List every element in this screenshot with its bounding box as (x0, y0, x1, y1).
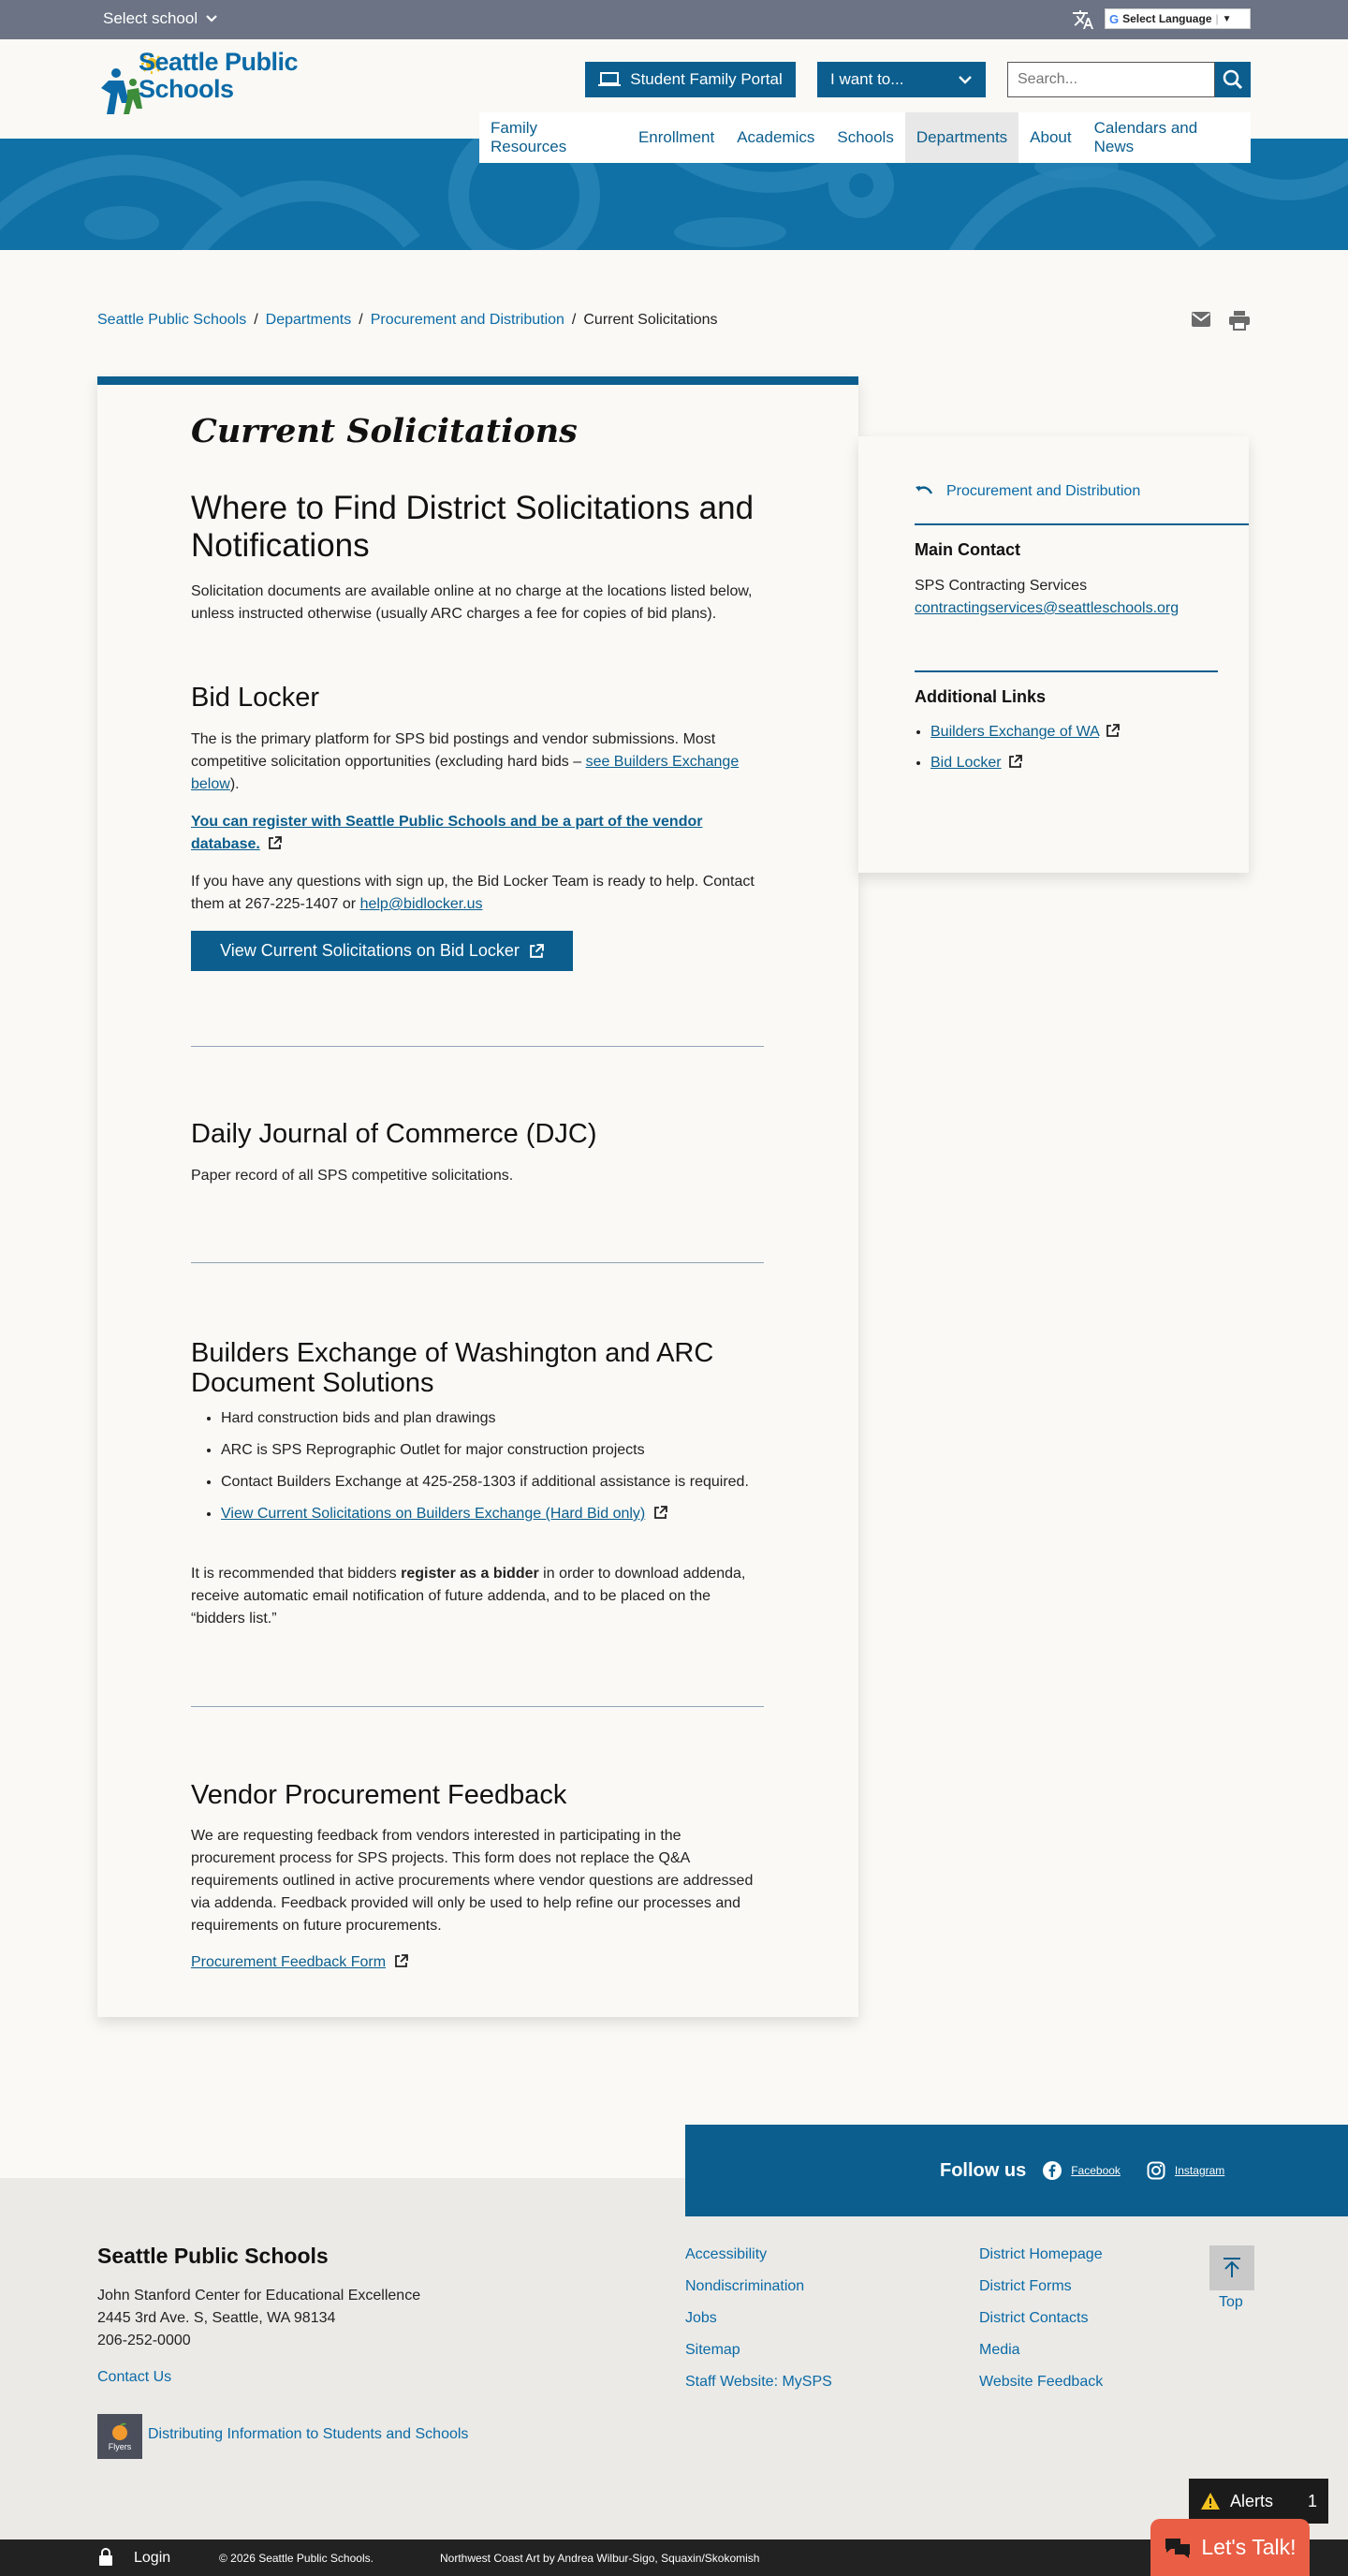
footer-org-name: Seattle Public Schools (97, 2244, 329, 2268)
builders-exchange-wa-link[interactable]: Builders Exchange of WA (930, 724, 1099, 740)
contact-name: SPS Contracting Services (915, 578, 1088, 594)
facebook-icon[interactable] (1043, 2161, 1062, 2180)
nav-item-about[interactable]: About (1030, 128, 1072, 146)
external-link-icon (1106, 724, 1120, 738)
builders-exchange-solicitations-link[interactable]: View Current Solicitations on Builders Exchange (Hard Bid only) (221, 1506, 646, 1522)
list-item: • Hard construction bids and plan drawings (221, 1407, 764, 1430)
instagram-link[interactable]: Instagram (1174, 2164, 1225, 2177)
see-builders-exchange-link[interactable]: see Builders Exchange below (191, 754, 740, 792)
i-want-to-dropdown[interactable] (817, 62, 986, 97)
chevron-down-icon (958, 75, 973, 84)
warning-icon (1200, 2492, 1221, 2510)
footer-link-sitemap[interactable]: Sitemap (685, 2342, 740, 2358)
breadcrumb-current: Current Solicitations (583, 312, 718, 328)
sidebar-divider (915, 670, 1218, 672)
art-credit-text: Northwest Coast Art by Andrea Wilbur-Sigo, Squaxin/Skokomish (440, 2552, 760, 2565)
translate-icon (1072, 8, 1094, 31)
follow-us-bar (685, 2125, 1348, 2216)
back-link-label: Procurement and Distribution (946, 483, 1141, 499)
where-heading: Where to Find District Solicitations and Notifications (191, 490, 755, 564)
logo-line-2: Schools (139, 75, 234, 103)
builders-list (191, 1407, 764, 1535)
alerts-label: Alerts (1230, 2491, 1274, 2510)
recommend-paragraph (191, 1563, 764, 1630)
register-vendor-link[interactable]: You can register with Seattle Public Schools and be a part of the vendor database. (191, 814, 703, 852)
breadcrumb-home[interactable]: Seattle Public Schools (97, 312, 247, 328)
help-email-link[interactable]: help@bidlocker.us (359, 896, 483, 912)
peachjar-caption: Flyers (108, 2442, 132, 2451)
back-to-top-button[interactable] (1209, 2245, 1254, 2290)
laptop-icon (598, 71, 621, 88)
facebook-link[interactable]: Facebook (1071, 2164, 1121, 2177)
language-arrow: ▼ (1222, 13, 1232, 24)
external-link-icon (653, 1506, 667, 1520)
list-item (930, 752, 1120, 774)
footer-link-nondiscrimination[interactable]: Nondiscrimination (685, 2278, 805, 2294)
sidebar (858, 436, 1249, 873)
student-family-portal-button[interactable] (585, 62, 796, 97)
contact-email-link[interactable]: contractingservices@seattleschools.org (915, 600, 1180, 616)
view-bid-locker-button[interactable] (191, 931, 573, 971)
bottom-bar (0, 2539, 1348, 2576)
bid-locker-button-label: View Current Solicitations on Bid Locker (220, 941, 520, 960)
section-divider (191, 1706, 764, 1707)
alerts-count: 1 (1307, 2491, 1317, 2510)
help-text: If you have any questions with sign up, the Bid Locker Team is ready to help. Contact them at 267-225-1407 or (191, 874, 755, 912)
page-title: Current Solicitations (191, 412, 578, 450)
nav-item-academics[interactable]: Academics (737, 128, 815, 146)
breadcrumb-separator: / (359, 312, 363, 328)
nav-item-enrollment[interactable]: Enrollment (637, 128, 715, 146)
google-icon: G (1109, 11, 1120, 26)
footer-link-district-forms[interactable]: District Forms (979, 2278, 1072, 2294)
bid-locker-heading: Bid Locker (191, 683, 320, 713)
breadcrumb-separator: / (254, 312, 258, 328)
bid-locker-link[interactable]: Bid Locker (930, 755, 1002, 771)
builders-heading: Builders Exchange of Washington and ARC Document Solutions (191, 1338, 714, 1398)
main-contact-heading: Main Contact (915, 540, 1021, 559)
mail-icon[interactable] (1191, 311, 1211, 328)
vendor-feedback-heading: Vendor Procurement Feedback (191, 1780, 567, 1810)
main-nav (479, 112, 1251, 163)
footer-link-district-homepage[interactable]: District Homepage (979, 2246, 1103, 2262)
login-link[interactable]: Login (134, 2550, 171, 2566)
external-link-icon (1008, 755, 1022, 769)
language-select-label: Select Language (1122, 12, 1212, 25)
footer-top-strip (0, 2178, 685, 2216)
recommend-bold: register as a bidder (401, 1566, 539, 1582)
bid-text-b: ). (229, 776, 240, 792)
select-school-label: Select school (103, 9, 198, 27)
lock-icon (98, 2548, 113, 2567)
back-to-top-label[interactable]: Top (1219, 2294, 1243, 2310)
nav-item-schools[interactable]: Schools (837, 128, 894, 146)
breadcrumb (97, 312, 718, 329)
procurement-feedback-form-link[interactable]: Procurement Feedback Form (191, 1954, 387, 1970)
recommend-text-a: It is recommended that bidders (191, 1566, 402, 1582)
breadcrumb-separator: / (571, 312, 577, 328)
print-icon[interactable] (1228, 310, 1251, 331)
list-item (221, 1503, 764, 1525)
phone-number: 206-252-0000 (97, 2333, 191, 2348)
logo-text[interactable] (139, 49, 298, 103)
nav-item-calendars-news[interactable]: Calendars and News (1093, 119, 1198, 155)
main-contact-block (915, 575, 1179, 620)
external-link-icon (268, 836, 282, 850)
follow-us-label: Follow us (940, 2159, 1027, 2181)
i-want-to-label: I want to... (830, 70, 904, 88)
list-item (930, 721, 1120, 743)
chevron-down-icon (205, 14, 218, 23)
lets-talk-label: Let's Talk! (1201, 2535, 1297, 2559)
footer-link-website-feedback[interactable]: Website Feedback (979, 2374, 1104, 2390)
footer-link-jobs[interactable]: Jobs (685, 2310, 717, 2326)
address-line-1: John Stanford Center for Educational Excellence (97, 2288, 421, 2304)
back-to-procurement-link[interactable] (915, 483, 1140, 500)
chat-bubbles-icon (1164, 2537, 1192, 2559)
section-divider (191, 1262, 764, 1263)
recommend-text-b: in order to download addenda, receive automatic email notification of future addenda, and to be placed on the “bidders list.” (191, 1566, 746, 1627)
additional-links-heading: Additional Links (915, 687, 1047, 706)
footer-link-media[interactable]: Media (979, 2342, 1020, 2358)
search-input[interactable] (1007, 62, 1215, 97)
nav-item-family-resources[interactable]: Family Resources (491, 119, 567, 155)
peachjar-icon[interactable] (97, 2414, 142, 2459)
list-item: • ARC is SPS Reprographic Outlet for major construction projects (221, 1439, 764, 1462)
alerts-button[interactable] (1189, 2479, 1328, 2524)
portal-button-label: Student Family Portal (630, 70, 783, 88)
external-link-icon (529, 944, 544, 959)
lets-talk-button[interactable] (1150, 2519, 1310, 2576)
instagram-icon[interactable] (1147, 2161, 1165, 2180)
where-text: Solicitation documents are available online at no charge at the locations listed below, unless instructed otherwise (usually ARC charges a fee for copies of bid plans). (191, 583, 753, 622)
contact-us-link[interactable]: Contact Us (97, 2369, 172, 2385)
footer-link-staff-website[interactable]: Staff Website: MySPS (685, 2374, 832, 2390)
djc-text: Paper record of all SPS competitive solicitations. (191, 1168, 514, 1184)
help-paragraph (191, 871, 764, 916)
logo-line-1: Seattle Public (139, 48, 299, 76)
search-button[interactable] (1215, 62, 1251, 97)
select-school-dropdown[interactable] (103, 9, 218, 28)
distributing-info-link[interactable]: Distributing Information to Students and Schools (148, 2426, 469, 2442)
arrow-up-icon (1222, 2257, 1242, 2279)
djc-heading: Daily Journal of Commerce (DJC) (191, 1119, 597, 1149)
footer-address (97, 2285, 420, 2352)
undo-arrow-icon (915, 485, 933, 498)
list-item: • Contact Builders Exchange at 425-258-1303 if additional assistance is required. (221, 1471, 764, 1494)
footer-link-accessibility[interactable]: Accessibility (685, 2246, 768, 2262)
bid-locker-text (191, 729, 764, 796)
copyright-text: © 2026 Seattle Public Schools. (219, 2552, 374, 2565)
address-line-2: 2445 3rd Ave. S, Seattle, WA 98134 (97, 2310, 336, 2326)
footer-link-district-contacts[interactable]: District Contacts (979, 2310, 1089, 2326)
search-icon (1223, 69, 1243, 90)
section-divider (191, 1046, 764, 1047)
external-link-icon (394, 1954, 408, 1968)
breadcrumb-procurement[interactable]: Procurement and Distribution (370, 312, 564, 328)
vendor-feedback-text: We are requesting feedback from vendors interested in participating in the procurement process for SPS projects. This form does not replace the Q&A requirements outlined in active procurements where vendor questions are addressed via addenda. Feedback provided will only be used to help refine our processes and requirements on future procurements. (191, 1828, 754, 1934)
feedback-form-paragraph (191, 1951, 764, 1974)
sidebar-divider (915, 523, 1249, 525)
language-select[interactable]: G Select Language | ▼ (1105, 8, 1251, 29)
bid-text-a: The is the primary platform for SPS bid postings and vendor submissions. Most competitive solicitation opportunities (excluding hard bids – (191, 731, 716, 770)
peach-icon (110, 2421, 130, 2442)
nav-item-departments[interactable]: Departments (905, 112, 1018, 163)
breadcrumb-departments[interactable]: Departments (265, 312, 352, 328)
additional-links-list (915, 721, 1120, 774)
register-paragraph (191, 811, 764, 856)
